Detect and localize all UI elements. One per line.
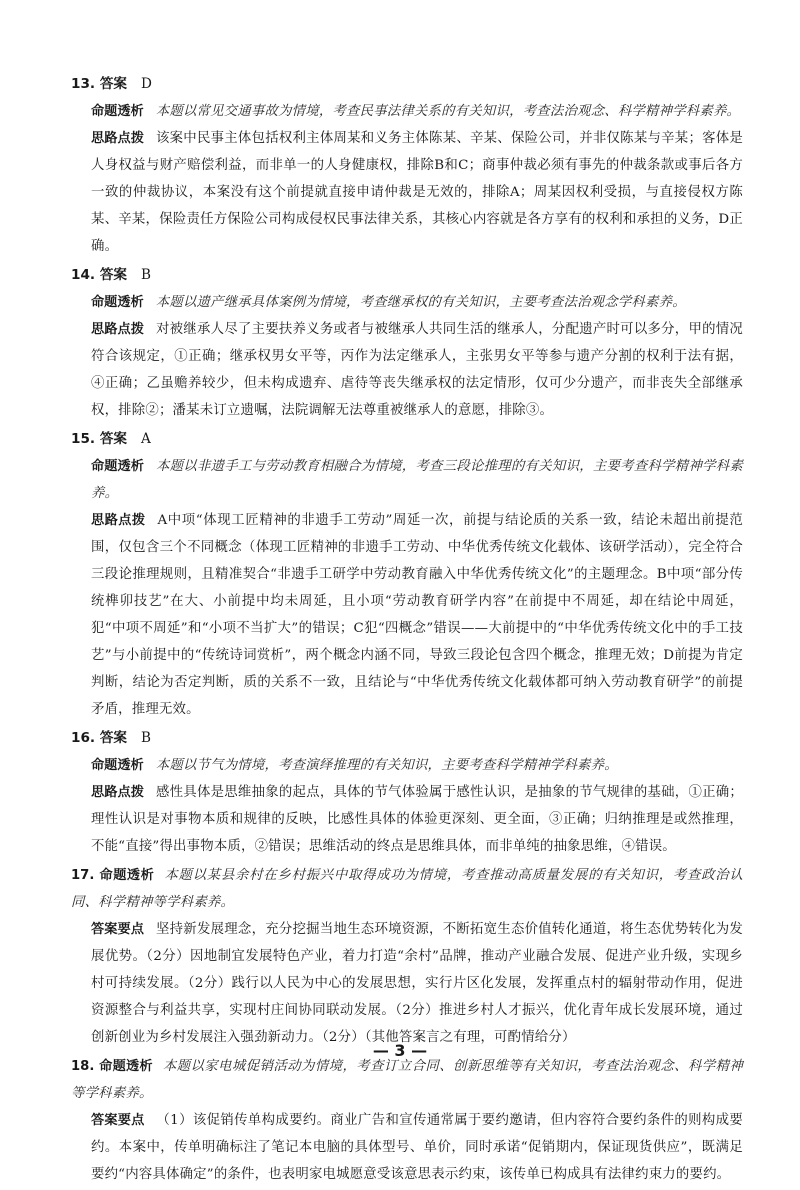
solution-label: 思路点拨 — [91, 785, 144, 800]
answer-content — [71, 71, 743, 1190]
question-13-head: 13. 答案 — [71, 76, 128, 92]
question-16-answer-line — [71, 725, 743, 752]
solution-text: 该案中民事主体包括权利主体周某和义务主体陈某、辛某、保险公司，并非仅陈某与辛某；客体是人身权益与财产赔偿利益，而非单一的人身健康权，排除B和C；商事仲裁必须有事先的仲裁条款或事后各方一致的仲裁协议，本案没有这个前提就直接申请仲裁是无效的，排除A；周某因权利受损，与直接侵权方陈某、辛某，保险责任方保险公司构成侵权民事法律关系，其核心内容就是各方享有的权利和承担的义务，D正确。 — [91, 131, 743, 254]
question-17-key-points — [91, 916, 743, 1051]
question-14-head: 14. 答案 — [71, 267, 128, 283]
question-16-answer: B — [141, 730, 152, 746]
analysis-text: 本题以常见交通事故为情境，考查民事法律关系的有关知识，考查法治观念、科学精神学科素养。 — [155, 104, 741, 119]
question-13 — [71, 71, 743, 260]
key-points-text: 坚持新发展理念，充分挖掘当地生态环境资源，不断拓宽生态价值转化通道，将生态优势转化为发展优势。（2分）因地制宜发展特色产业，着力打造“余村”品牌，推动产业融合发展、促进产业升级，实现乡村可持续发展。（2分）践行以人民为中心的发展思想，实行片区化发展，发挥重点村的辐射带动作用，促进资源整合与利益共享，实现村庄间协同联动发展。（2分）推进乡村人才振兴，优化青年成长发展环境，通过创新创业为乡村发展注入强劲新动力。（2分）（其他答案言之有理，可酌情给分） — [91, 922, 743, 1045]
question-14-answer-line — [71, 262, 743, 289]
solution-label: 思路点拨 — [91, 131, 144, 146]
analysis-text: 本题以家电城促销活动为情境，考查订立合同、创新思维等有关知识，考查法治观念、科学精神等学科素养。 — [71, 1059, 743, 1101]
question-13-solution — [91, 125, 743, 260]
key-points-label: 答案要点 — [91, 922, 144, 937]
analysis-label: 命题透析 — [91, 295, 144, 310]
question-14-solution — [91, 316, 743, 424]
question-15-solution — [91, 507, 743, 723]
question-17-analysis — [71, 862, 743, 916]
question-14 — [71, 262, 743, 424]
question-13-answer-line — [71, 71, 743, 98]
question-16 — [71, 725, 743, 860]
question-18-analysis — [71, 1053, 743, 1107]
analysis-text: 本题以某县余村在乡村振兴中取得成功为情境，考查推动高质量发展的有关知识，考查政治认同、科学精神等学科素养。 — [71, 868, 744, 910]
question-13-answer: D — [141, 76, 152, 92]
question-18 — [71, 1053, 743, 1188]
question-17-head: 17. 命题透析 — [71, 868, 155, 883]
solution-text: 对被继承人尽了主要扶养义务或者与被继承人共同生活的继承人，分配遗产时可以多分，甲的情况符合该规定，①正确；继承权男女平等，丙作为法定继承人，主张男女平等参与遗产分割的权利于法有据，④正确；乙虽赡养较少，但未构成遗弃、虐待等丧失继承权的法定情形，仅可少分遗产，而非丧失全部继承权，排除②；潘某未订立遗嘱，法院调解无法尊重被继承人的意愿，排除③。 — [91, 322, 743, 418]
question-15-answer-line — [71, 426, 743, 453]
page-number: — 3 — — [372, 1041, 428, 1060]
question-15-answer: A — [141, 431, 151, 447]
key-points-label: 答案要点 — [91, 1113, 145, 1128]
analysis-label: 命题透析 — [91, 104, 144, 119]
solution-label: 思路点拨 — [91, 513, 146, 528]
solution-text: A中项“体现工匠精神的非遗手工劳动”周延一次，前提与结论质的关系一致，结论未超出前提范围，仅包含三个不同概念（体现工匠精神的非遗手工劳动、中华优秀传统文化载体、该研学活动），完全符合三段论推理规则，且精准契合“非遗手工研学中劳动教育融入中华优秀传统文化”的主题理念。B中项“部分传统榫卯技艺”在大、小前提中均未周延，且小项“劳动教育研学内容”在前提中不周延，却在结论中周延，犯“中项不周延”和“小项不当扩大”的错误；C犯“四概念”错误——大前提中的“中华优秀传统文化中的手工技艺”与小前提中的“传统诗词赏析”，两个概念内涵不同，导致三段论包含四个概念，推理无效；D前提为肯定判断，结论为否定判断，质的关系不一致，且结论与“中华优秀传统文化载体都可纳入劳动教育研学”的前提矛盾，推理无效。 — [91, 513, 743, 717]
question-15-head: 15. 答案 — [71, 431, 128, 447]
analysis-text: 本题以遗产继承具体案例为情境，考查继承权的有关知识，主要考查法治观念学科素养。 — [155, 295, 686, 310]
analysis-label: 命题透析 — [91, 459, 144, 474]
question-15 — [71, 426, 743, 723]
analysis-text: 本题以节气为情境，考查演绎推理的有关知识，主要考查科学精神学科素养。 — [155, 758, 618, 773]
question-18-key-points — [91, 1107, 743, 1188]
question-16-head: 16. 答案 — [71, 730, 128, 746]
question-16-analysis — [91, 752, 743, 779]
question-16-solution — [91, 779, 743, 860]
question-15-analysis — [91, 453, 743, 507]
key-points-text: （1）该促销传单构成要约。商业广告和宣传通常属于要约邀请，但内容符合要约条件的则构成要约。本案中，传单明确标注了笔记本电脑的具体型号、单价，同时承诺“促销期内，保证现货供应”，既满足要约“内容具体确定”的条件，也表明家电城愿意受该意思表示约束，该传单已构成具有法律约束力的要约。 — [91, 1113, 743, 1182]
question-18-head: 18. 命题透析 — [71, 1059, 153, 1074]
analysis-text: 本题以非遗手工与劳动教育相融合为情境，考查三段论推理的有关知识，主要考查科学精神学科素养。 — [91, 459, 743, 501]
analysis-label: 命题透析 — [91, 758, 144, 773]
solution-label: 思路点拨 — [91, 322, 144, 337]
question-17 — [71, 862, 743, 1051]
question-14-answer: B — [141, 267, 152, 283]
question-13-analysis — [91, 98, 743, 125]
solution-text: 感性具体是思维抽象的起点，具体的节气体验属于感性认识，是抽象的节气规律的基础，①正确；理性认识是对事物本质和规律的反映，比感性具体的体验更深刻、更全面，③正确；归纳推理是或然推理，不能“直接”得出事物本质，②错误；思维活动的终点是思维具体，而非单纯的抽象思维，④错误。 — [91, 785, 743, 854]
question-14-analysis — [91, 289, 743, 316]
